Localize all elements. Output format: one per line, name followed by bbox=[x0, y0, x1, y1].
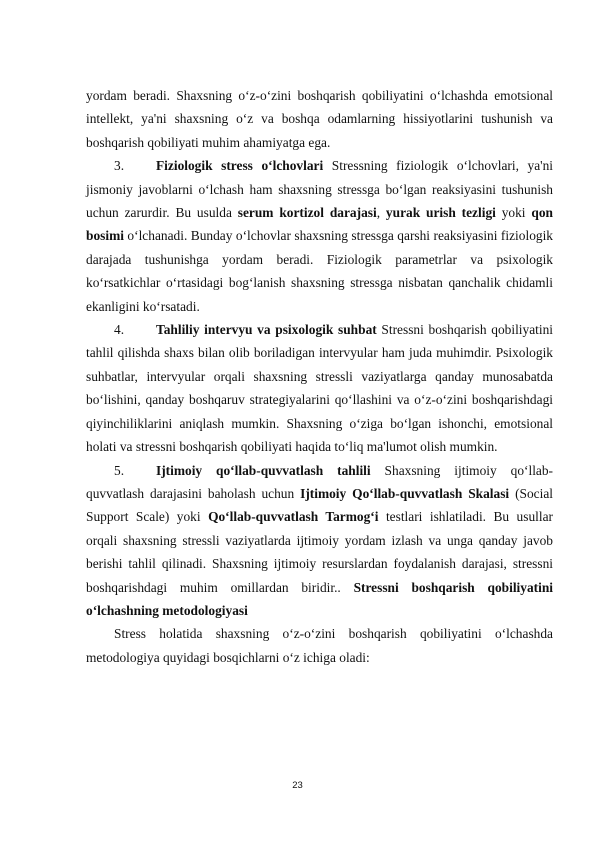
list-number: 5. bbox=[114, 462, 125, 478]
body-text bbox=[86, 84, 553, 669]
bold-term: serum kortizol darajasi bbox=[237, 205, 377, 221]
item-text: Shaxsning ijtimoiy qo‘llab-quvvatlash darajasini baholash uchun bbox=[86, 462, 554, 501]
list-item-5 bbox=[86, 459, 553, 623]
item-text: Stressni boshqarish qobiliyatini tahlil qilishda shaxs bilan olib boriladigan intervyular ham juda muhimdir. Psixologik suhbatlar, intervyular orqali shaxsning stressli vaziyatlarga qanday munosabatda bo‘lishini, qanday boshqaruv strategiyalarini qo‘llashini va o‘z-o‘zini boshqarishdagi qiyinchiliklarini aniqlash mumkin. Shaxsning o‘ziga bo‘lgan ishonchi, emotsional holati va stressni boshqarish qobiliyati haqida to‘liq ma'lumot olish mumkin. bbox=[86, 322, 554, 455]
item-text: , bbox=[376, 205, 386, 221]
bold-term: yurak urish tezligi bbox=[385, 205, 496, 221]
item-text: testlari ishlatiladi. Bu usullar orqali shaxsning stressli vaziyatlarda ijtimoiy yordam izlash va unga qanday javob berishi tahlil qilinadi. Shaxsning ijtimoiy resurslardan foydalanish darajasi, stressni boshqarishdagi muhim omillardan biridir.. bbox=[86, 509, 554, 595]
section-heading: Stressni boshqarish qobiliyatini o‘lchashning metodologiyasi bbox=[86, 579, 554, 618]
item-heading: Tahliliy intervyu va psixologik suhbat bbox=[156, 322, 377, 338]
item-heading: Ijtimoiy qo‘llab-quvvatlash tahlili bbox=[156, 462, 371, 478]
bold-term: qon bosimi bbox=[86, 205, 553, 244]
closing-paragraph: Stress holatida shaxsning o‘z-o‘zini boshqarish qobiliyatini o‘lchashda metodologiya quyidagi bosqichlarni o‘z ichiga oladi: bbox=[86, 626, 553, 665]
list-number: 3. bbox=[114, 158, 125, 174]
item-text: o‘lchanadi. Bunday o‘lchovlar shaxsning stressga qarshi reaksiyasini fiziologik darajada tushunishga yordam beradi. Fiziologik parametrlar va psixologik ko‘rsatkichlar o‘rtasidagi bog‘lanish shaxsning stressga nisbatan qanchalik chidamli ekanligini ko‘rsatadi. bbox=[86, 228, 553, 314]
bold-term: Ijtimoiy Qo‘llab-quvvatlash Skalasi bbox=[300, 485, 510, 501]
bold-term: Qo‘llab-quvvatlash Tarmog‘i bbox=[208, 509, 379, 525]
page-number: 23 bbox=[292, 780, 303, 791]
item-text: (Social Support Scale) yoki bbox=[86, 485, 553, 525]
item-heading: Fiziologik stress o‘lchovlari bbox=[156, 158, 324, 174]
item-text: Stressning fiziologik o‘lchovlari, ya'ni jismoniy javoblarni o‘lchash ham shaxsning stressga bo‘lgan reaksiyasini tushunish uchun zarurdir. Bu usulda bbox=[86, 158, 553, 221]
intro-paragraph: yordam beradi. Shaxsning o‘z-o‘zini boshqarish qobiliyatini o‘lchashda emotsional intellekt, ya'ni shaxsning o‘z va boshqa odamlarning hissiyotlarini tushunish va boshqarish qobiliyati muhim ahamiyatga ega. bbox=[86, 88, 553, 150]
list-number: 4. bbox=[114, 322, 125, 338]
item-text: yoki bbox=[495, 205, 532, 221]
list-item-4 bbox=[86, 318, 553, 458]
list-item-3 bbox=[86, 154, 553, 318]
